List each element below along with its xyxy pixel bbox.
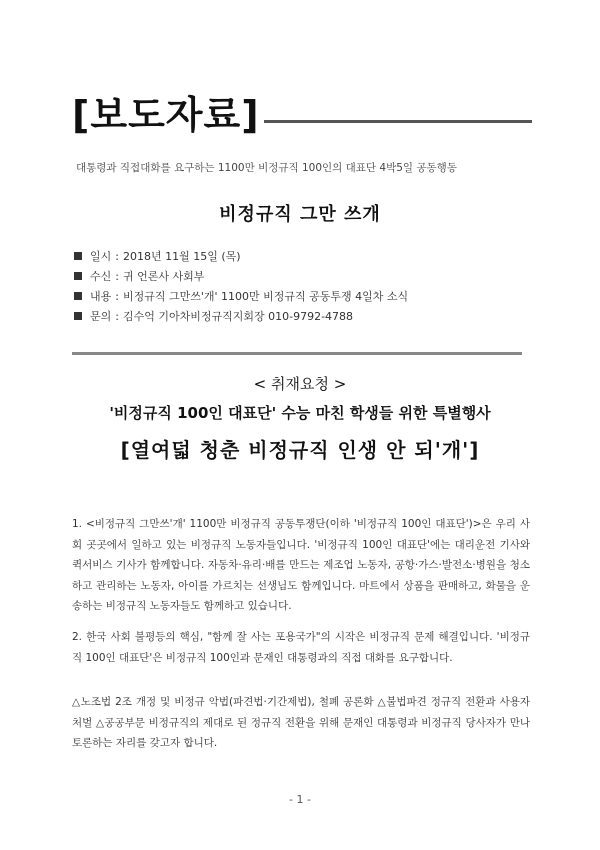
info-separator: : — [115, 249, 119, 263]
info-item-recipient — [74, 266, 534, 286]
info-separator: : — [115, 309, 119, 323]
info-item-contact — [74, 306, 534, 326]
square-bullet-icon — [74, 252, 82, 260]
square-bullet-icon — [74, 312, 82, 320]
info-item-date — [74, 246, 534, 266]
info-value: 2018년 11월 15일 (목) — [122, 250, 241, 263]
info-label: 문의 — [90, 310, 112, 323]
press-release-title: [보도자료] — [72, 93, 260, 137]
square-bullet-icon — [74, 292, 82, 300]
square-bullet-icon — [74, 272, 82, 280]
info-separator: : — [115, 269, 119, 283]
info-item-content — [74, 286, 534, 306]
info-label: 내용 — [90, 290, 112, 303]
info-list — [74, 246, 534, 326]
info-label: 일시 — [90, 250, 112, 263]
press-header — [72, 90, 532, 140]
subtitle: 대통령과 직접대화를 요구하는 1100만 비정규직 100인의 대표단 4박5일 공동행동 — [76, 162, 457, 174]
info-value: 비정규직 그만쓰'개' 1100만 비정규직 공동투쟁 4일차 소식 — [122, 290, 409, 303]
info-value: 귀 언론사 사회부 — [122, 270, 205, 283]
section-divider — [72, 352, 522, 355]
header-rule — [264, 120, 532, 123]
page-number: - 1 - — [289, 793, 311, 806]
main-title: 비정규직 그만 쓰개 — [219, 204, 381, 225]
info-separator: : — [115, 289, 119, 303]
paragraph-3: △노조법 2조 개정 및 비정규 악법(파견법·기간제법), 철폐 공론화 △불법파견 정규직 전환과 사용자 처벌 △공공부문 비정규직의 제대로 된 정규직 전환을 위해 문재인 대통령과 비정규직 당사자가 만나 토론하는 자리를 갖고자 합니다. — [72, 696, 530, 749]
request-heading: < 취재요청 > — [253, 375, 347, 393]
event-subheading: '비정규직 100인 대표단' 수능 마친 학생들 위한 특별행사 — [109, 404, 491, 422]
event-title: [열여덟 청춘 비정규직 인생 안 되'개'] — [120, 438, 480, 462]
info-value: 김수억 기아차비정규직지회장 010-9792-4788 — [122, 310, 354, 323]
info-label: 수신 — [90, 270, 112, 283]
paragraph-2: 2. 한국 사회 불평등의 핵심, "함께 잘 사는 포용국가"의 시작은 비정규직 문제 해결입니다. '비정규직 100인 대표단'은 비정규직 100인과 문재인 대통령과의 직접 대화를 요구합니다. — [72, 631, 530, 664]
paragraph-1: 1. <비정규직 그만쓰'개' 1100만 비정규직 공동투쟁단(이하 '비정규직 100인 대표단')>은 우리 사회 곳곳에서 일하고 있는 비정규직 노동자들입니다. '비정규직 100인 대표단'에는 대리운전 기사와 퀵서비스 기사가 함께합니다. 자동차·유리·배를 만드는 제조업 노동자, 공항·가스·발전소·병원을 청소하고 관리하는 노동자, 아이를 가르치는 선생님도 함께입니다. 마트에서 상품을 판매하고, 화물을 운송하는 비정규직 노동자들도 함께하고 있습니다. — [72, 518, 530, 612]
